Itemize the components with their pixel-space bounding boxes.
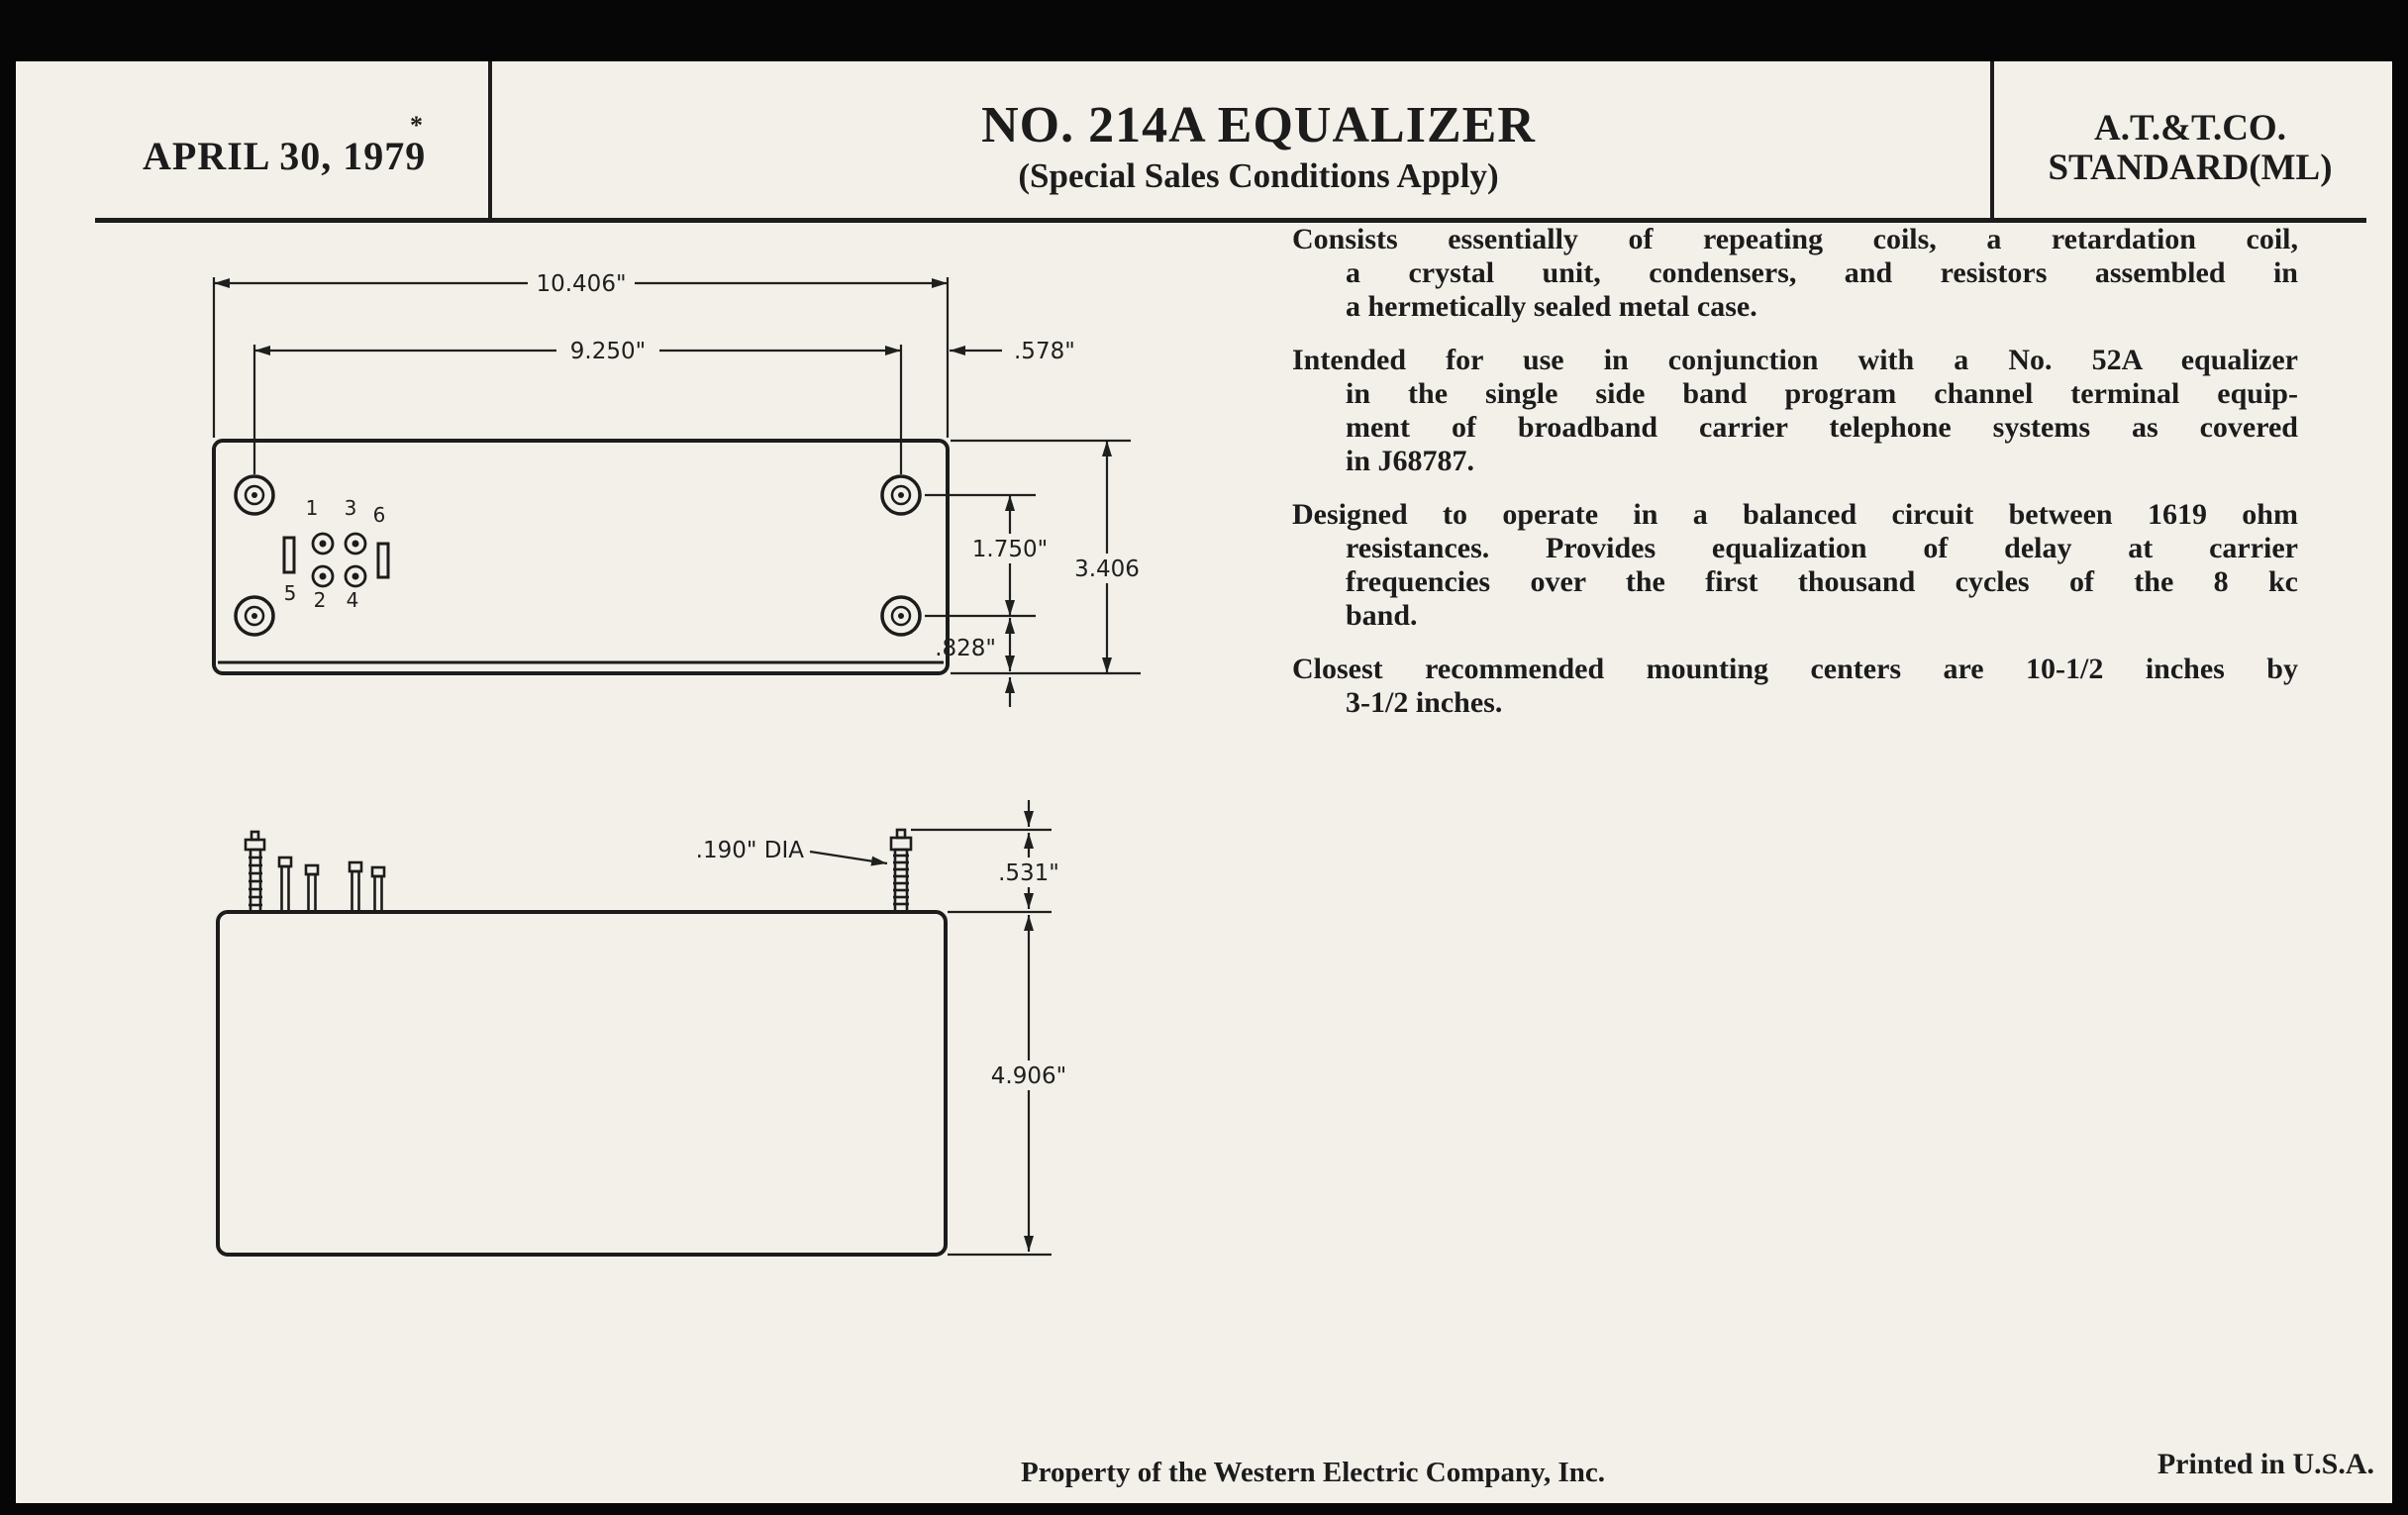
text-line: Intended for use in conjunction with a No. 52A equalizer bbox=[1292, 344, 2298, 376]
dim-label-case-height: 4.906" bbox=[990, 1063, 1067, 1089]
description-column bbox=[1292, 223, 2298, 740]
mounting-holes bbox=[236, 476, 920, 635]
dim-label-hole-span: 9.250" bbox=[569, 339, 647, 364]
terminal-pin bbox=[306, 865, 318, 912]
text-line: Closest recommended mounting centers are 10-1/2 inches by bbox=[1292, 653, 2298, 685]
standard-block bbox=[1996, 109, 2384, 188]
description-paragraph-4 bbox=[1292, 653, 2298, 720]
description-paragraph-3 bbox=[1292, 498, 2298, 633]
mounting-hole-bottom-right bbox=[882, 597, 920, 635]
description-paragraph-1 bbox=[1292, 223, 2298, 324]
terminal-eyelets bbox=[313, 534, 365, 586]
terminal-slot-right bbox=[378, 544, 388, 577]
terminal-pin bbox=[279, 858, 291, 912]
paper-sheet bbox=[16, 61, 2392, 1503]
dim-label-overall-height: 3.406 bbox=[1074, 556, 1140, 582]
dimension-stud-height bbox=[911, 800, 1068, 912]
terminal-pins bbox=[279, 858, 384, 912]
terminal-pin bbox=[350, 862, 361, 912]
mounting-hole-top-right bbox=[882, 476, 920, 514]
dimension-hole-vspan bbox=[925, 495, 1055, 616]
header-title-block bbox=[699, 97, 1818, 198]
terminal-slot-left bbox=[284, 538, 294, 572]
terminal-number-2: 2 bbox=[313, 588, 327, 612]
dim-label-hole-to-bottom: .828" bbox=[935, 636, 996, 661]
case-outline-side-view bbox=[218, 912, 946, 1255]
footer-property-notice: Property of the Western Electric Company, Inc. bbox=[1020, 1457, 1606, 1488]
page-title: NO. 214A EQUALIZER bbox=[981, 97, 1536, 153]
terminal-pin bbox=[372, 867, 384, 912]
dim-label-stud-dia: .190" DIA bbox=[695, 838, 804, 863]
document-date: APRIL 30, 1979 bbox=[143, 134, 427, 178]
text-line: 3-1/2 inches. bbox=[1346, 686, 1503, 719]
text-line: band. bbox=[1346, 599, 1418, 632]
callout-stud-diameter bbox=[696, 838, 887, 863]
terminal-number-3: 3 bbox=[344, 496, 357, 520]
standard-line2: STANDARD(ML) bbox=[2048, 148, 2333, 188]
side-view-drawing bbox=[149, 792, 1238, 1317]
text-line: in J68787. bbox=[1346, 445, 1475, 477]
terminal-number-4: 4 bbox=[346, 588, 359, 612]
standard-line1: A.T.&T.CO. bbox=[2094, 108, 2286, 149]
terminal-number-6: 6 bbox=[372, 503, 386, 527]
dimension-case-height bbox=[948, 915, 1074, 1255]
text-line: frequencies over the first thousand cycles of the 8 kc bbox=[1346, 565, 2298, 598]
case-outline-top-view bbox=[214, 441, 948, 673]
text-line: resistances. Provides equalization of delay at carrier bbox=[1346, 532, 2298, 564]
top-view-drawing bbox=[149, 248, 1238, 723]
footer-printed-in: Printed in U.S.A. bbox=[2157, 1448, 2374, 1480]
dim-label-edge-to-hole: .578" bbox=[1014, 339, 1075, 364]
page-subtitle: (Special Sales Conditions Apply) bbox=[1018, 156, 1499, 195]
threaded-stud bbox=[891, 830, 911, 912]
dimension-hole-span bbox=[254, 336, 901, 474]
description-paragraph-2 bbox=[1292, 344, 2298, 478]
header-divider-left bbox=[488, 61, 492, 218]
dim-label-stud-height: .531" bbox=[998, 860, 1059, 886]
header-divider-right bbox=[1990, 61, 1994, 218]
date-annotation-mark: * bbox=[410, 111, 423, 140]
mounting-bolt bbox=[246, 832, 264, 912]
dimension-edge-to-hole bbox=[950, 339, 1075, 364]
mounting-hole-bottom-left bbox=[236, 597, 273, 635]
mounting-hole-top-left bbox=[236, 476, 273, 514]
leader-line bbox=[810, 852, 887, 863]
text-line: ment of broadband carrier telephone systems as covered bbox=[1346, 411, 2298, 444]
dim-label-overall-width: 10.406" bbox=[536, 271, 627, 297]
text-line: a hermetically sealed metal case. bbox=[1346, 290, 1757, 323]
text-line: Designed to operate in a balanced circuit between 1619 ohm bbox=[1292, 498, 2298, 531]
dim-label-hole-vspan: 1.750" bbox=[971, 537, 1049, 562]
text-line: Consists essentially of repeating coils, a retardation coil, bbox=[1292, 223, 2298, 255]
terminal-number-5: 5 bbox=[283, 581, 297, 605]
text-line: a crystal unit, condensers, and resistors assembled in bbox=[1346, 256, 2298, 289]
terminal-cluster bbox=[284, 496, 388, 612]
terminal-number-1: 1 bbox=[305, 496, 319, 520]
text-line: in the single side band program channel terminal equip- bbox=[1346, 377, 2298, 410]
